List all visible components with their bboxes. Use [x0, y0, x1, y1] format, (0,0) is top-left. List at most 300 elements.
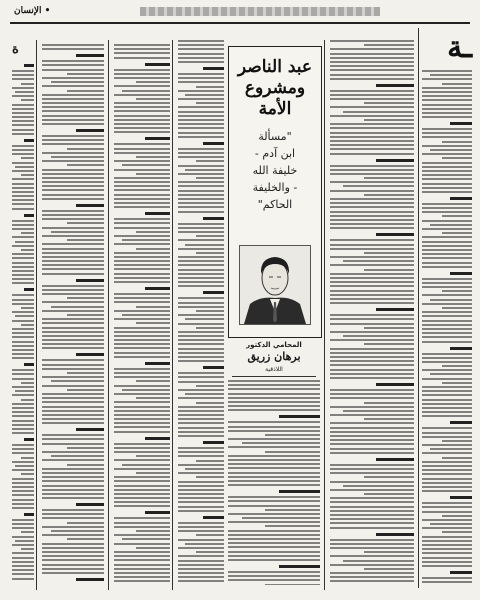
text-line [114, 143, 170, 145]
text-line [422, 116, 472, 118]
text-line [114, 431, 170, 433]
text-line [178, 297, 224, 299]
text-line [12, 552, 34, 554]
text-line [178, 335, 224, 337]
text-line [42, 160, 104, 162]
text-line [42, 517, 104, 519]
text-line [21, 232, 34, 234]
text-line [12, 328, 34, 330]
text-line [42, 472, 104, 474]
text-line [178, 539, 224, 541]
text-line [12, 311, 34, 313]
text-line [114, 293, 170, 295]
text-line [422, 286, 472, 288]
text-line [422, 78, 472, 80]
text-line [422, 108, 472, 110]
text-line [450, 197, 473, 200]
text-line [422, 112, 472, 114]
text-line [178, 119, 224, 121]
text-line [114, 352, 170, 354]
text-line [136, 156, 170, 158]
text-line [178, 165, 224, 167]
text-line [42, 85, 104, 87]
text-line [228, 538, 320, 540]
text-line [12, 208, 34, 210]
text-line [114, 148, 170, 150]
text-line [330, 510, 414, 512]
text-line [12, 424, 34, 426]
text-line [178, 435, 224, 437]
text-line [42, 547, 104, 549]
text-line [330, 397, 414, 399]
text-line [330, 198, 414, 200]
text-line [42, 568, 104, 570]
column-rule [172, 40, 173, 590]
text-line [21, 324, 34, 326]
text-line [330, 464, 414, 466]
text-line [15, 241, 34, 243]
text-line [42, 264, 104, 266]
text-line [114, 568, 170, 570]
column-rule [418, 28, 419, 588]
text-line [42, 48, 104, 50]
text-line [178, 156, 224, 158]
text-line [178, 136, 224, 138]
text-line [178, 302, 224, 304]
text-line [430, 373, 473, 375]
text-line [178, 53, 224, 55]
feature-subtitle-line: "مسألة [258, 130, 292, 143]
text-line [422, 536, 472, 538]
text-line [330, 215, 414, 217]
text-line [42, 476, 104, 478]
text-line [196, 235, 224, 237]
text-line [24, 139, 34, 142]
text-line [136, 306, 170, 308]
text-line [12, 403, 34, 405]
text-line [450, 421, 473, 424]
text-line [12, 108, 34, 110]
text-line [422, 378, 472, 380]
text-line [196, 327, 224, 329]
text-line [364, 418, 414, 420]
text-line [21, 548, 34, 550]
text-line [114, 123, 170, 125]
text-line [114, 526, 170, 528]
text-line [330, 360, 414, 362]
text-line [178, 248, 224, 250]
text-line [228, 575, 320, 577]
text-line [12, 478, 34, 480]
text-line [330, 522, 414, 524]
text-line [12, 145, 34, 147]
text-line [12, 544, 34, 546]
text-line [12, 294, 34, 296]
text-line [178, 194, 224, 196]
text-line [330, 468, 414, 470]
text-line [196, 252, 224, 254]
text-line [196, 476, 224, 478]
text-line [178, 572, 224, 574]
text-line [12, 448, 34, 450]
text-line [442, 531, 472, 533]
text-line [422, 153, 472, 155]
text-line [422, 415, 472, 417]
text-line [422, 315, 472, 317]
text-line [122, 90, 170, 92]
text-line [330, 136, 414, 138]
text-line [422, 320, 472, 322]
text-line [330, 90, 414, 92]
text-line [343, 485, 414, 487]
text-line [330, 227, 414, 229]
text-line [12, 274, 34, 276]
text-line [12, 527, 34, 529]
text-line [330, 127, 414, 129]
text-line [12, 444, 34, 446]
text-line [114, 202, 170, 204]
text-line [178, 190, 224, 192]
text-line [42, 376, 104, 378]
text-line [114, 480, 170, 482]
text-line [42, 489, 104, 491]
text-column-left [42, 44, 104, 584]
text-line [42, 69, 104, 71]
text-line [12, 187, 34, 189]
text-line [114, 551, 170, 553]
text-line [114, 534, 170, 536]
text-line [12, 95, 34, 97]
text-line [12, 262, 34, 264]
text-line [114, 44, 170, 46]
text-line [178, 580, 224, 582]
text-line [114, 426, 170, 428]
text-line [67, 73, 104, 75]
text-line [122, 464, 170, 466]
text-line [12, 299, 34, 301]
text-line [114, 194, 170, 196]
text-line [114, 505, 170, 507]
text-line [422, 241, 472, 243]
text-line [12, 303, 34, 305]
text-line [12, 220, 34, 222]
text-line [67, 522, 104, 524]
text-line [12, 199, 34, 201]
text-line [228, 571, 320, 573]
text-line [12, 320, 34, 322]
byline-rule [232, 376, 316, 377]
text-line [178, 181, 224, 183]
text-line [228, 480, 320, 482]
text-line [228, 421, 320, 423]
text-line [12, 224, 34, 226]
text-line [330, 264, 414, 266]
masthead-strip [140, 7, 380, 16]
text-line [114, 77, 170, 79]
text-line [114, 459, 170, 461]
text-line [51, 231, 104, 233]
text-line [228, 388, 320, 390]
text-line [228, 438, 320, 440]
text-line [330, 452, 414, 454]
text-line [136, 380, 170, 382]
text-line [42, 368, 104, 370]
text-line [114, 110, 170, 112]
text-line [330, 256, 414, 258]
text-line [21, 399, 34, 401]
text-line [422, 245, 472, 247]
text-line [42, 393, 104, 395]
text-line [114, 57, 170, 59]
text-line [12, 133, 34, 135]
text-line [114, 572, 170, 574]
text-line [42, 173, 104, 175]
text-line [430, 224, 473, 226]
text-line [42, 434, 104, 436]
text-line [364, 551, 414, 553]
text-line [178, 260, 224, 262]
text-line [178, 273, 224, 275]
text-line [114, 451, 170, 453]
text-line [21, 473, 34, 475]
text-line [330, 48, 414, 50]
text-line [442, 215, 472, 217]
text-line [114, 447, 170, 449]
text-line [42, 285, 104, 287]
text-line [76, 578, 104, 581]
text-line [12, 452, 34, 454]
text-line [42, 214, 104, 216]
text-line [422, 336, 472, 338]
text-line [442, 141, 472, 143]
text-line [12, 536, 34, 538]
text-line [422, 328, 472, 330]
text-line [114, 177, 170, 179]
text-line [42, 418, 104, 420]
section-label: • الإنسان [14, 6, 51, 16]
text-line [422, 469, 472, 471]
text-column-center-left [114, 44, 170, 584]
text-line [178, 306, 224, 308]
text-line [178, 152, 224, 154]
feature-title-line: الأمة [258, 99, 292, 119]
text-line [330, 339, 414, 341]
text-line [42, 318, 104, 320]
text-line [364, 177, 414, 179]
text-line [228, 484, 320, 486]
text-line [15, 166, 34, 168]
author-name: برهان زريق [247, 350, 301, 363]
text-line [178, 73, 224, 75]
text-line [42, 98, 104, 100]
text-line [67, 447, 104, 449]
text-line [76, 503, 104, 506]
text-line [422, 183, 472, 185]
text-line [51, 81, 104, 83]
text-line [178, 352, 224, 354]
text-line [114, 343, 170, 345]
text-line [364, 493, 414, 495]
text-line [265, 434, 320, 436]
text-line [12, 191, 34, 193]
text-line [12, 428, 34, 430]
text-line [24, 438, 34, 441]
text-line [330, 576, 414, 578]
text-line [442, 290, 472, 292]
text-line [114, 264, 170, 266]
text-line [178, 526, 224, 528]
text-line [228, 380, 320, 382]
text-line [330, 169, 414, 171]
text-line [24, 64, 34, 67]
text-line [114, 580, 170, 582]
text-line [330, 314, 414, 316]
text-line [422, 390, 472, 392]
text-line [430, 523, 473, 525]
text-line [422, 236, 472, 238]
text-line [422, 257, 472, 259]
text-line [114, 414, 170, 416]
text-line [364, 102, 414, 104]
text-line [42, 468, 104, 470]
text-line [422, 548, 472, 550]
text-line [330, 244, 414, 246]
text-line [21, 174, 34, 176]
text-line [114, 235, 170, 237]
text-line [42, 339, 104, 341]
text-line [330, 497, 414, 499]
text-line [42, 169, 104, 171]
text-line [178, 227, 224, 229]
text-line [42, 177, 104, 179]
text-line [265, 451, 320, 453]
text-line [42, 139, 104, 141]
text-line [430, 299, 473, 301]
text-line [42, 260, 104, 262]
text-line [122, 239, 170, 241]
text-line [178, 206, 224, 208]
text-line [42, 289, 104, 291]
text-line [228, 446, 320, 448]
text-line [330, 153, 414, 155]
text-line [228, 579, 320, 581]
text-line [330, 427, 414, 429]
text-line [42, 559, 104, 561]
text-line [114, 189, 170, 191]
text-line [330, 61, 414, 63]
text-line [178, 256, 224, 258]
text-line [422, 557, 472, 559]
text-line [42, 248, 104, 250]
text-line [178, 61, 224, 63]
text-line [178, 111, 224, 113]
text-line [422, 207, 472, 209]
text-line [42, 135, 104, 137]
text-line [228, 500, 320, 502]
text-line [114, 393, 170, 395]
text-line [422, 178, 472, 180]
text-line [330, 206, 414, 208]
text-line [114, 576, 170, 578]
text-line [178, 530, 224, 532]
text-line [12, 394, 34, 396]
text-line [12, 87, 34, 89]
text-line [12, 503, 34, 505]
text-line [422, 511, 472, 513]
text-line [42, 64, 104, 66]
feature-subtitle-line: الحاكم" [257, 198, 293, 211]
text-line [12, 332, 34, 334]
text-line [12, 557, 34, 559]
text-line [42, 526, 104, 528]
text-line [422, 527, 472, 529]
text-line [114, 260, 170, 262]
text-line [178, 356, 224, 358]
text-line [76, 279, 104, 282]
text-line [12, 278, 34, 280]
text-line [228, 472, 320, 474]
text-line [114, 310, 170, 312]
text-line [450, 496, 473, 499]
text-line [178, 281, 224, 283]
text-line [364, 327, 414, 329]
text-line [114, 501, 170, 503]
author-portrait [239, 245, 311, 325]
text-line [422, 361, 472, 363]
text-line [330, 323, 414, 325]
text-line [330, 356, 414, 358]
text-line [21, 531, 34, 533]
text-line [114, 281, 170, 283]
text-line [178, 127, 224, 129]
text-line [422, 136, 472, 138]
text-line [114, 543, 170, 545]
text-line [21, 307, 34, 309]
text-line [422, 220, 472, 222]
text-line [364, 343, 414, 345]
text-line [42, 110, 104, 112]
text-line [330, 377, 414, 379]
text-line [42, 44, 104, 46]
text-line [330, 181, 414, 183]
text-line [330, 435, 414, 437]
text-line [196, 551, 224, 553]
left-headline-fragment: ة [12, 42, 19, 57]
text-line [76, 428, 104, 431]
text-line [136, 98, 170, 100]
text-line [114, 559, 170, 561]
text-line [330, 572, 414, 574]
text-line [42, 181, 104, 183]
text-line [330, 302, 414, 304]
text-line [42, 94, 104, 96]
text-line [422, 166, 472, 168]
text-line [442, 457, 472, 459]
text-line [422, 486, 472, 488]
text-line [21, 382, 34, 384]
text-line [330, 74, 414, 76]
text-line [51, 530, 104, 532]
text-line [12, 490, 34, 492]
text-line [330, 53, 414, 55]
text-line [21, 157, 34, 159]
text-line [343, 111, 414, 113]
text-line [422, 91, 472, 93]
text-line [178, 485, 224, 487]
text-line [42, 572, 104, 574]
text-line [442, 157, 472, 159]
text-line [330, 539, 414, 541]
